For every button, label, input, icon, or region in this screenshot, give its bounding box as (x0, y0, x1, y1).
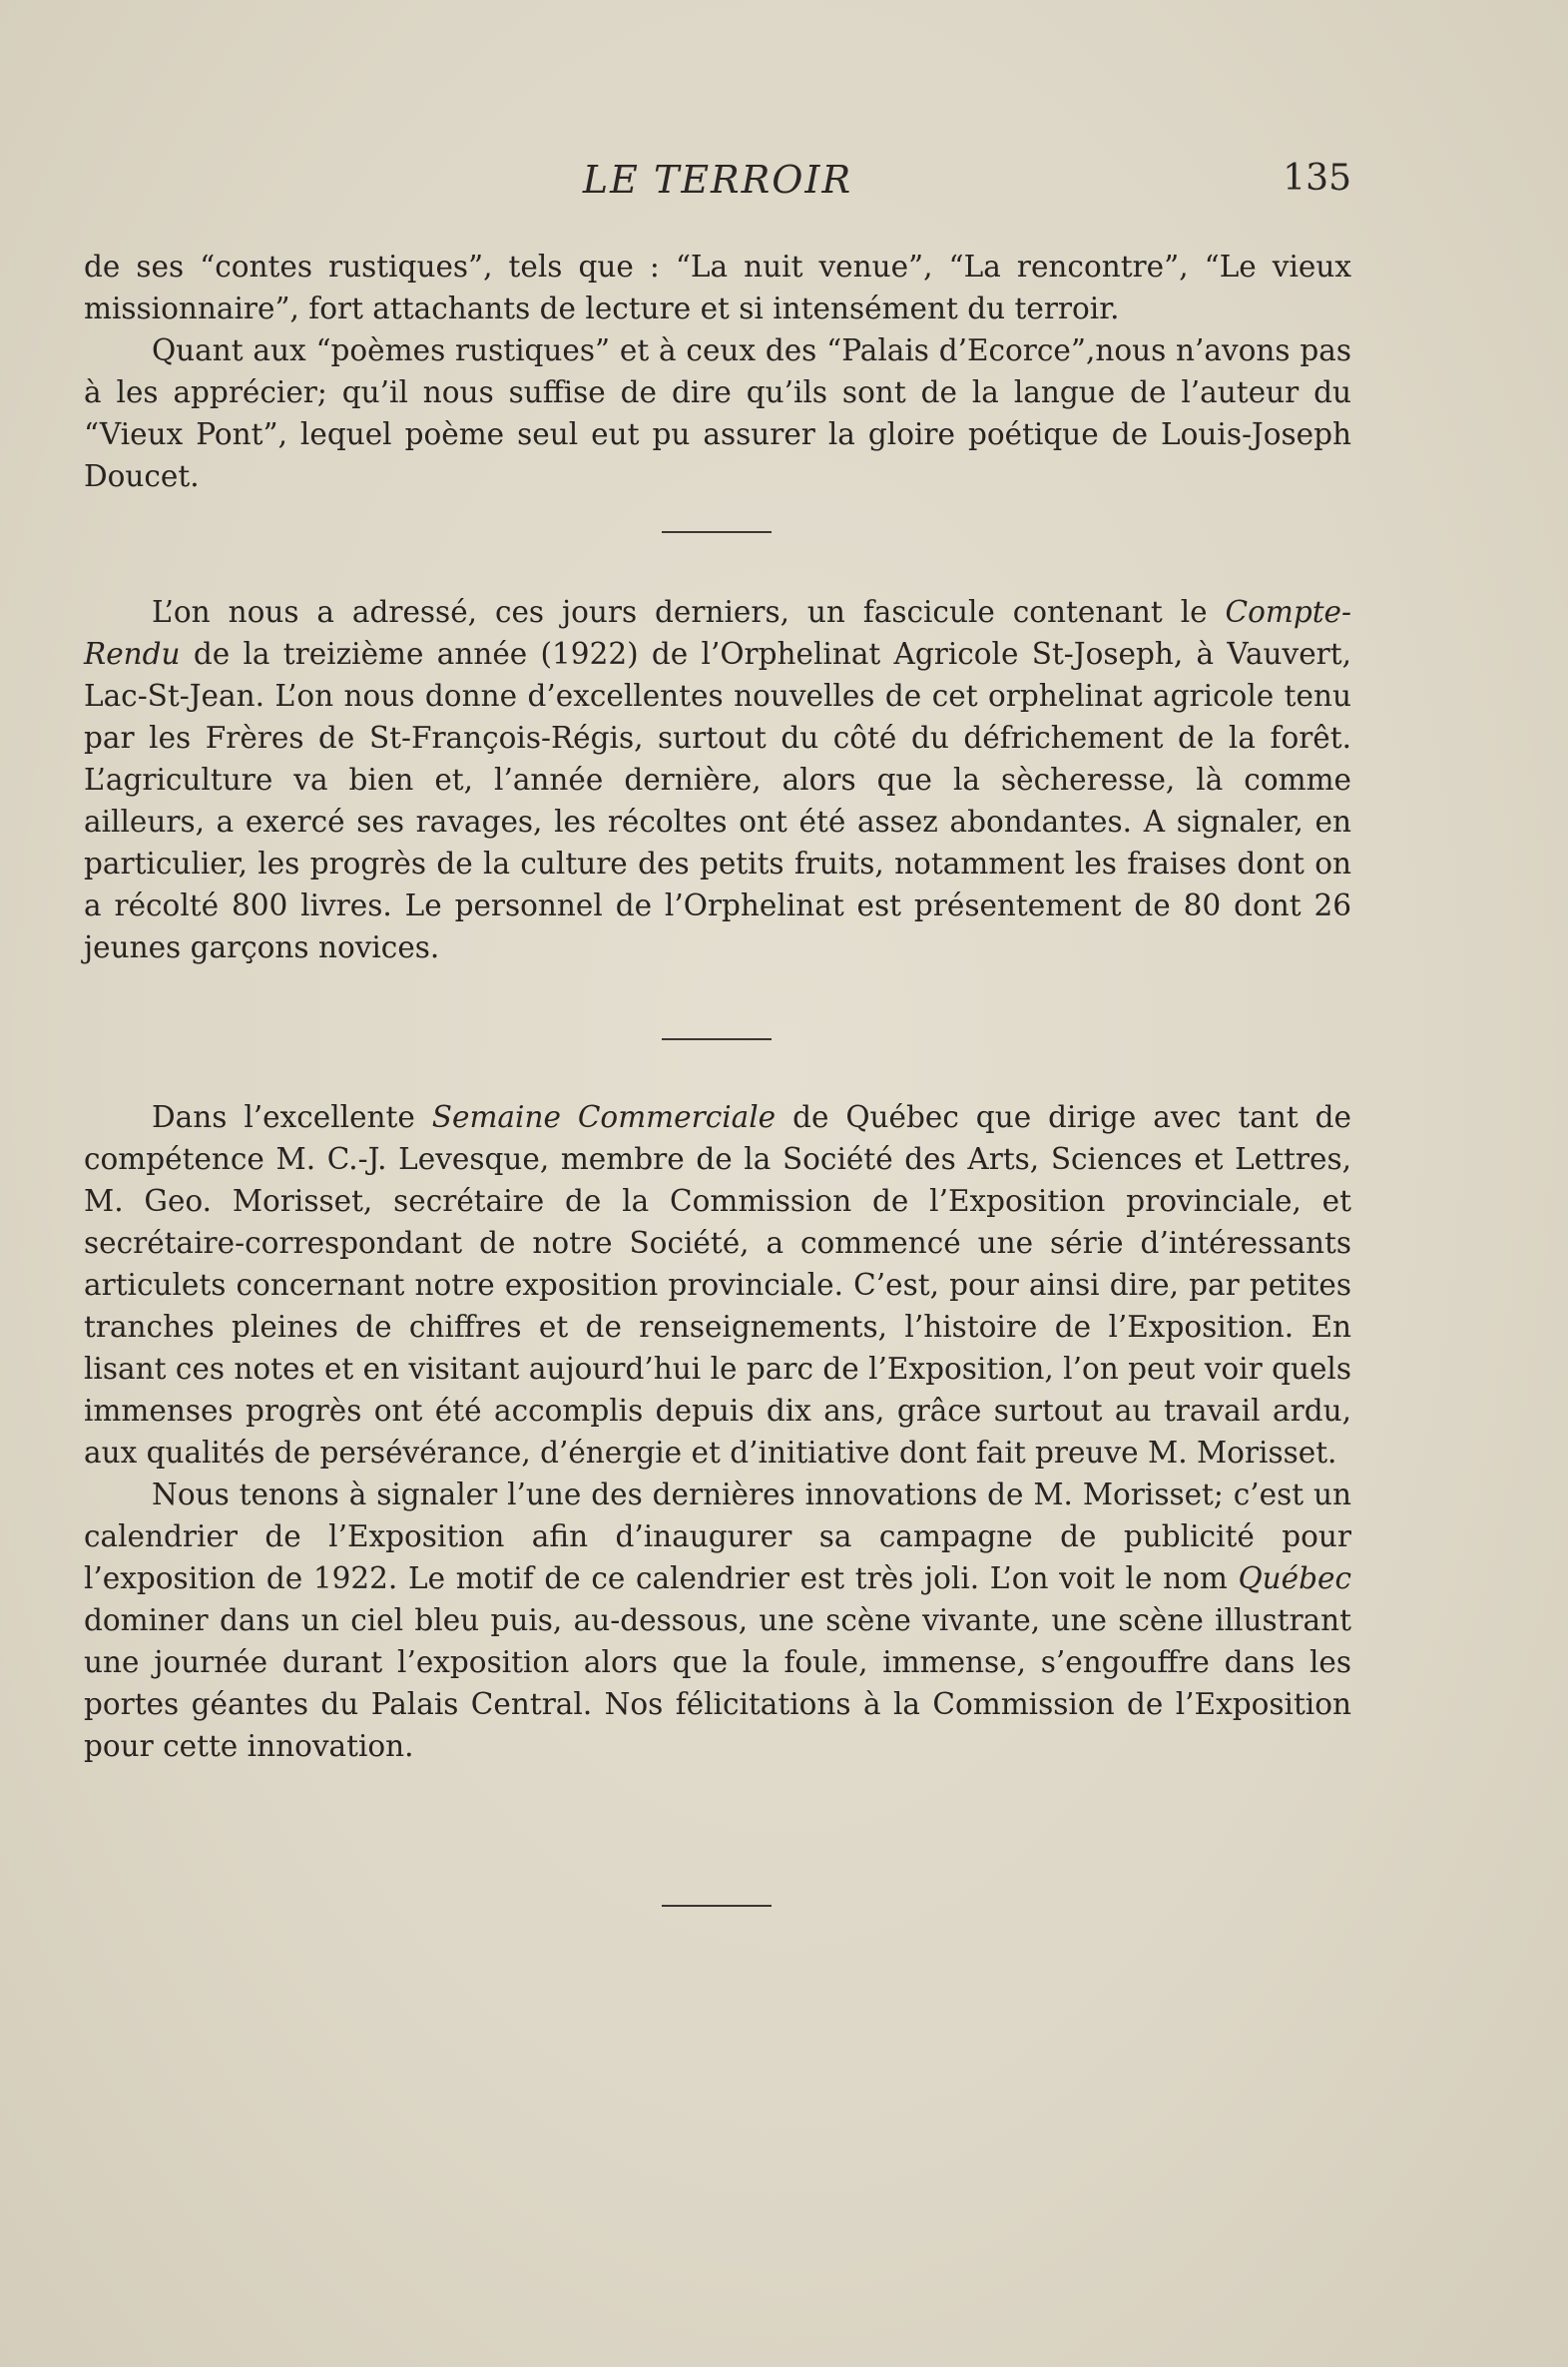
text-run: Nous tenons à signaler l’une des dernières innovations de M. Morisset; c’est un calendrier de l’Exposition afin d’inaugurer sa campagne de publicité pour l’exposition de 1922. Le motif de ce calendrier est très joli. L’on voit le nom (84, 1478, 1351, 1595)
text-run: Dans l’excellente (152, 1100, 432, 1134)
italic-name: Québec (1238, 1561, 1351, 1595)
page-header (84, 158, 1351, 210)
paragraph: Quant aux “poèmes rustiques” et à ceux des “Palais d’Ecorce”,nous n’avons pas à les apprécier; qu’il nous suffise de dire qu’ils sont de la langue de l’auteur du “Vieux Pont”, lequel poème seul eut pu assurer la gloire poétique de Louis-Joseph Doucet. (84, 333, 1351, 493)
section-doucet (84, 246, 1351, 497)
italic-title: Compte-Rendu (84, 595, 1351, 671)
section-divider (662, 1038, 772, 1040)
paragraph (84, 1096, 1351, 1474)
section-exposition (84, 1096, 1351, 1767)
section-divider (662, 1905, 772, 1907)
paragraph (84, 1474, 1351, 1767)
section-orphelinat (84, 591, 1351, 968)
text-run: L’on nous a adressé, ces jours derniers, un fascicule contenant le (152, 595, 1226, 629)
paragraph: de ses “contes rustiques”, tels que : “La nuit venue”, “La rencontre”, “Le vieux missionnaire”, fort attachants de lecture et si intensément du terroir. (84, 250, 1351, 325)
running-title: LE TERROIR (582, 158, 853, 202)
section-divider (662, 531, 772, 533)
italic-title: Semaine Commerciale (431, 1100, 777, 1134)
text-run: de la treizième année (1922) de l’Orphelinat Agricole St-Joseph, à Vauvert, Lac-St-Jean. L’on nous donne d’excellentes nouvelles de cet orphelinat agricole tenu par les Frères de St-François-Régis, surtout du côté du défrichement de la forêt. L’agriculture va bien et, l’année dernière, alors que la sècheresse, là comme ailleurs, a exercé ses ravages, les récoltes ont été assez abondantes. A signaler, en particulier, les progrès de la culture des petits fruits, notamment les fraises dont on a récolté 800 livres. Le personnel de l’Orphelinat est présentement de 80 dont 26 jeunes garçons novices. (84, 637, 1351, 964)
paragraph (84, 591, 1351, 968)
text-run: dominer dans un ciel bleu puis, au-dessous, une scène vivante, une scène illustrant une journée durant l’exposition alors que la foule, immense, s’engouffre dans les portes géantes du Palais Central. Nos félicitations à la Commission de l’Exposition pour cette innovation. (84, 1603, 1351, 1763)
page-number: 135 (1283, 158, 1351, 199)
text-run: de Québec que dirige avec tant de compétence M. C.-J. Levesque, membre de la Société des Arts, Sciences et Lettres, M. Geo. Morisset, secrétaire de la Commission de l’Exposition provinciale, et secrétaire-correspondant de notre Société, a commencé une série d’intéressants articulets concernant notre exposition provinciale. C’est, pour ainsi dire, par petites tranches pleines de chiffres et de renseignements, l’histoire de l’Exposition. En lisant ces notes et en visitant aujourd’hui le parc de l’Exposition, l’on peut voir quels immenses progrès ont été accomplis depuis dix ans, grâce surtout au travail ardu, aux qualités de persévérance, d’énergie et d’initiative dont fait preuve M. Morisset. (84, 1100, 1351, 1470)
